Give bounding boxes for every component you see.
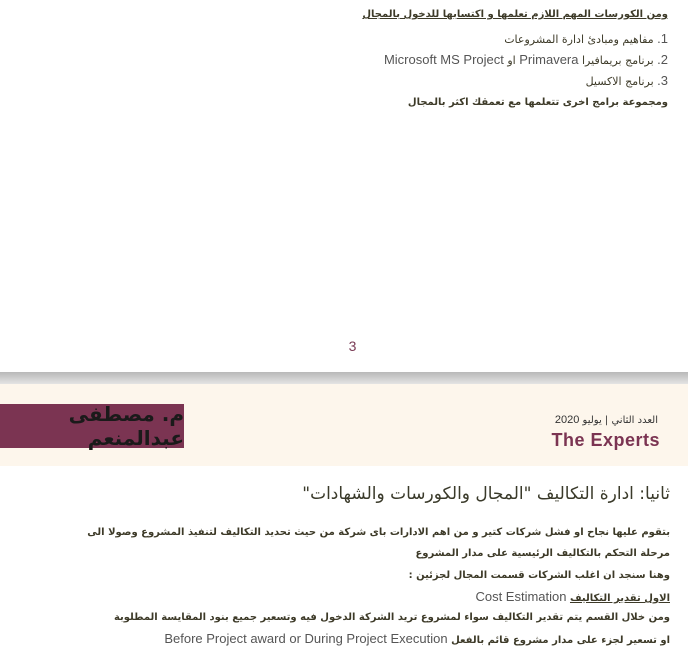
paragraph-line [164,631,670,646]
page-header [0,384,688,466]
list-item-text: او [507,54,516,67]
list-item-text: مفاهيم ومبادئ ادارة المشروعات [504,33,654,46]
part1-label: الاول تقدير التكاليف [569,593,670,604]
issue-label: العدد الثاني | يوليو [582,415,658,426]
list-item [504,31,668,46]
part1-english: Cost Estimation [475,589,567,604]
section-title: ثانيا: ادارة التكاليف "المجال والكورسات والشهادات" [302,484,670,504]
paragraph-line: ومن خلال القسم يتم تقدير التكاليف سواء لمشروع تريد الشركة الدخول فيه وتسعير جميع بنود المقايسة المطلوبة [113,612,670,623]
list-item-text: برنامج بريمافيرا [582,54,654,67]
list-item-number: 3. [657,73,668,88]
document-page-4 [0,384,688,666]
issue-year: 2020 [554,414,580,426]
author-banner: م. مصطفى عبدالمنعم [0,404,184,448]
issue-info [555,414,658,426]
list-item [586,73,668,88]
paragraph-line: مرحلة التحكم بالتكاليف الرئيسية على مدار المشروع [415,548,670,559]
paragraph-line: بتقوم عليها نجاح او فشل شركات كتير و من اهم الادارات باى شركة من حيث تحديد التكاليف لتنفيذ المشروع وصولا الى [87,527,670,538]
list-item-text-en: Microsoft MS Project [383,52,504,67]
list-item-number: 2. [657,52,668,67]
part1-heading [475,589,670,604]
courses-outro: ومجموعة برامج اخرى تتعلمها مع تعمقك اكثر بالمجال [407,97,668,108]
list-item [384,52,668,67]
courses-intro: ومن الكورسات المهم اللازم تعلمها و اكتسابها للدخول بالمجال [362,9,668,20]
list-item-text: برنامج الاكسيل [585,75,654,88]
list-item-number: 1. [657,31,668,46]
paragraph-line: وهنا سنجد ان اغلب الشركات قسمت المجال لجزئين : [408,570,670,581]
list-item-text-en: Primavera [519,52,579,67]
paragraph-arabic: او تسعير لجزء على مدار مشروع قائم بالفعل [451,635,670,646]
page-number: 3 [348,338,357,354]
paragraph-english: Before Project award or During Project Execution [164,631,448,646]
magazine-brand: The Experts [551,430,660,450]
page-separator [0,372,688,384]
